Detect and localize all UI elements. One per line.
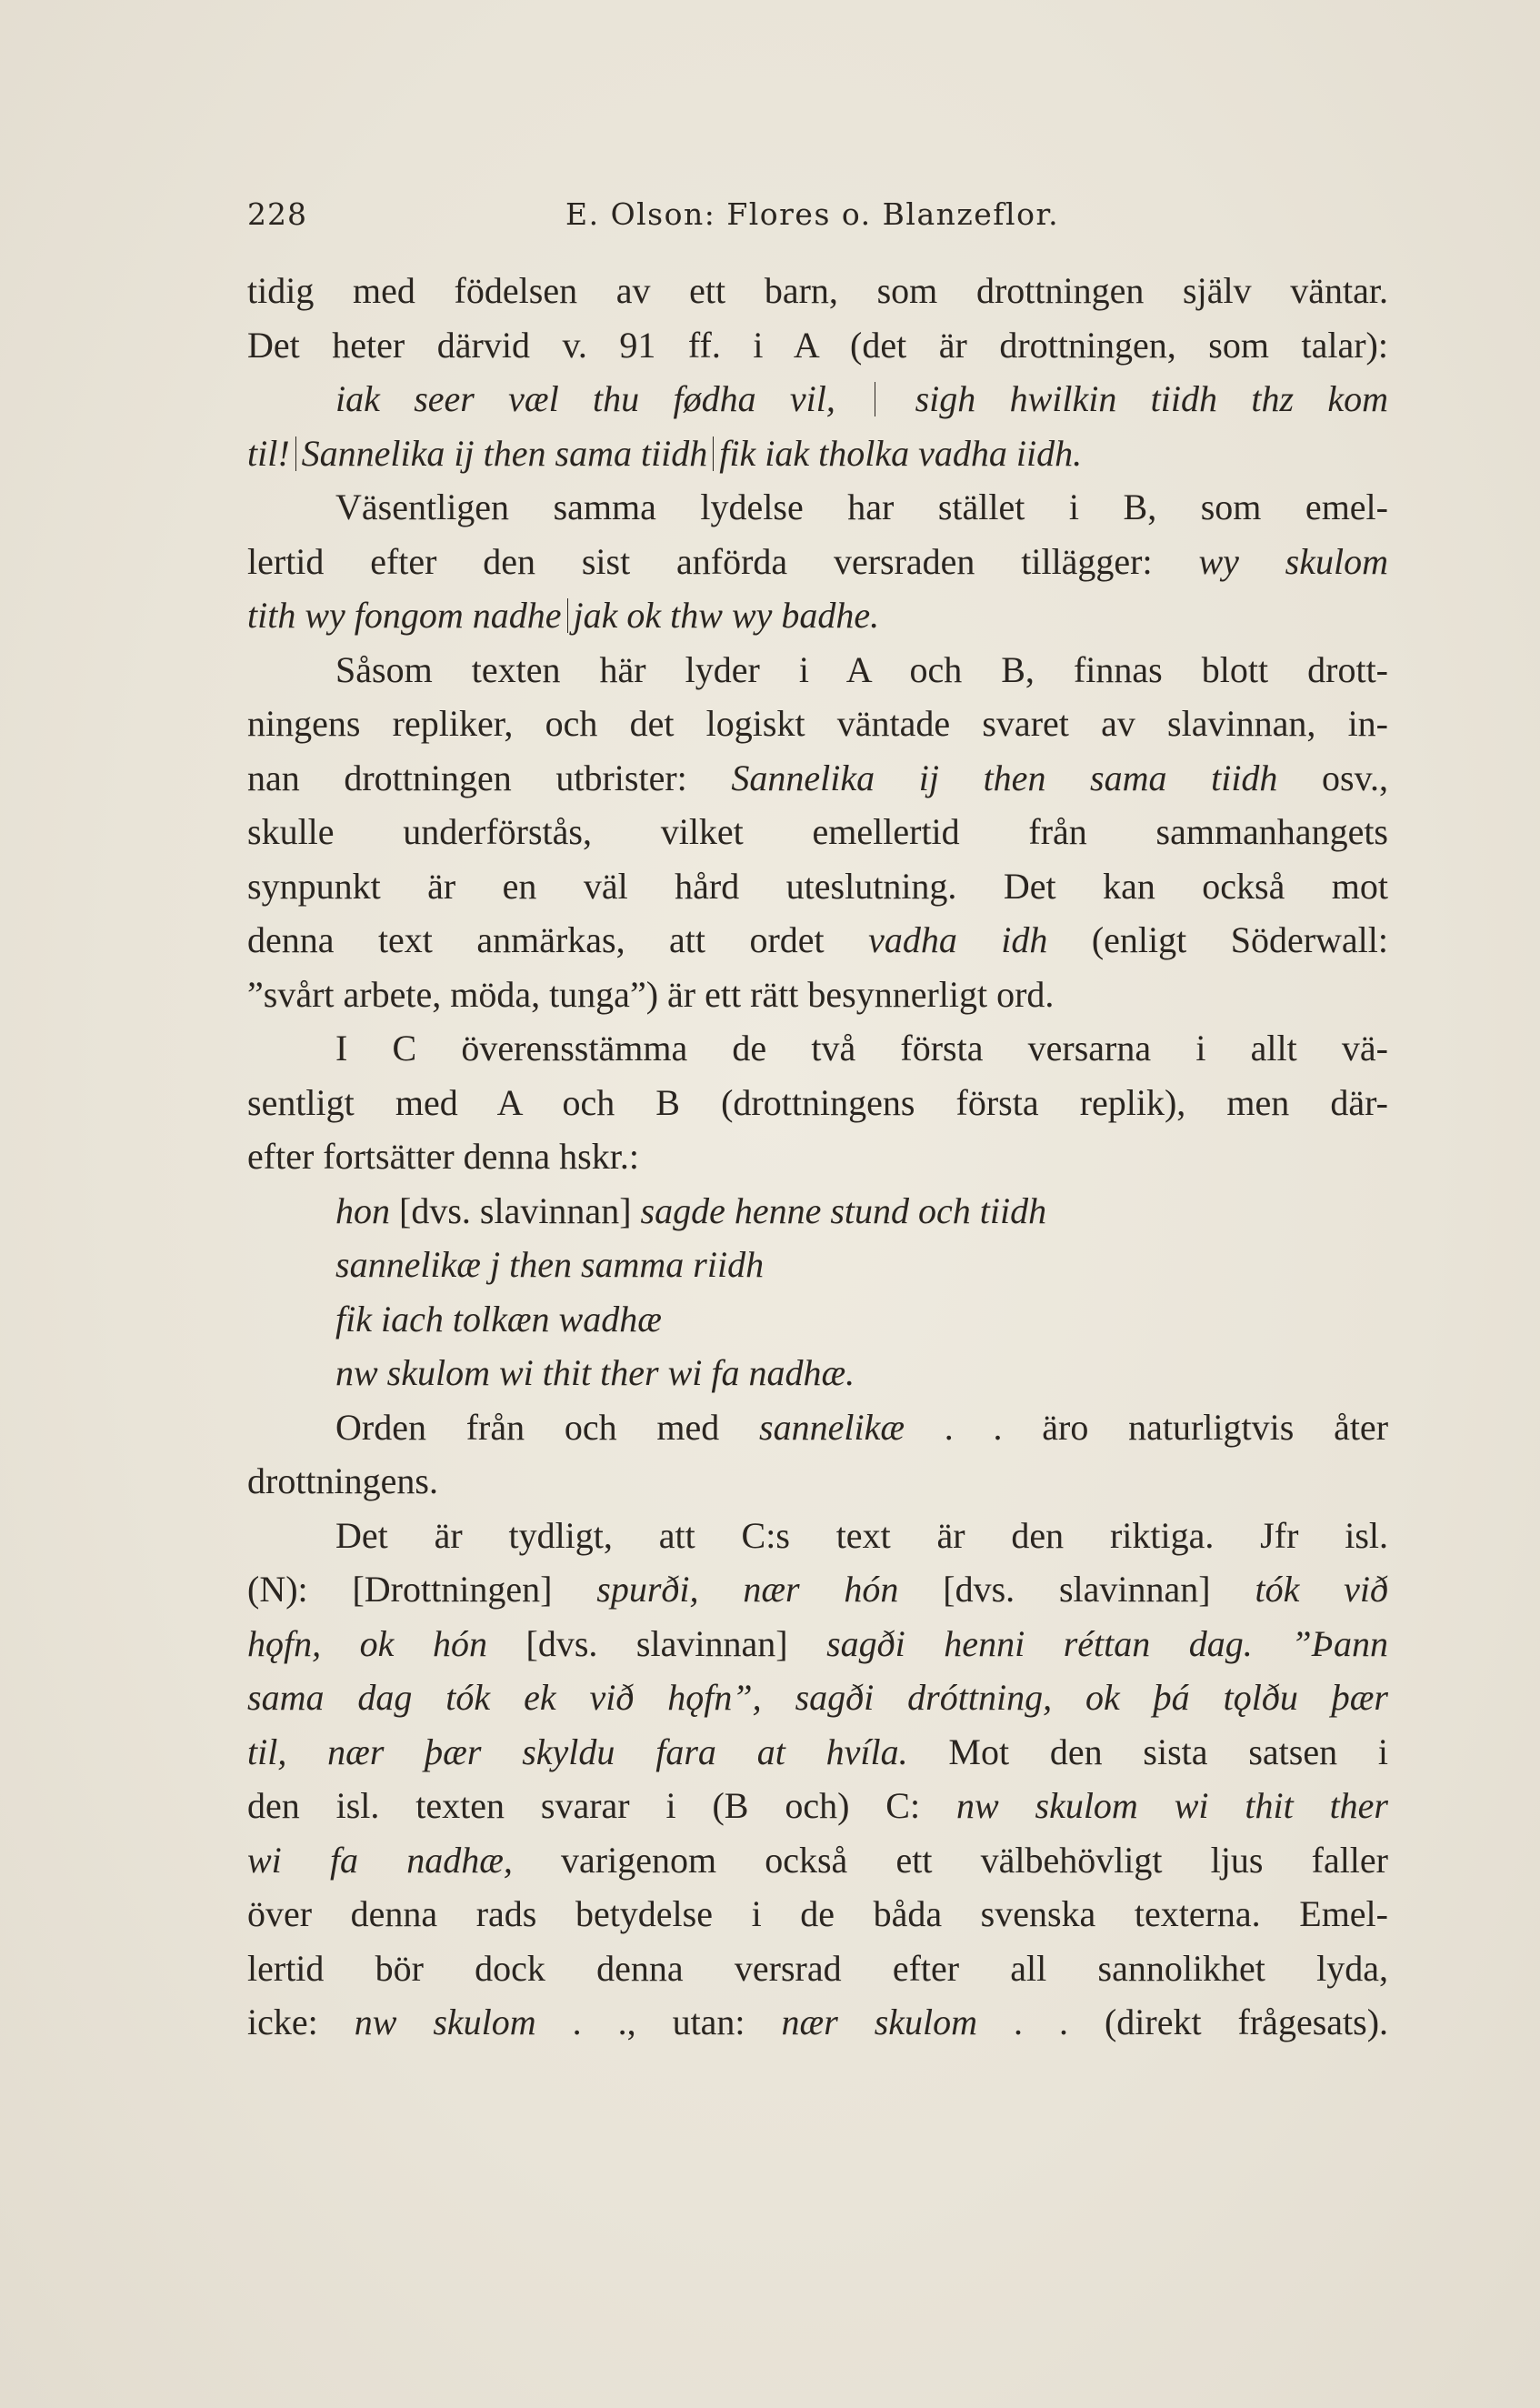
text-line: över denna rads betydelse i de båda svenska texterna. Emel- — [247, 1893, 1388, 1934]
text-line: lertid efter den sist anförda versraden tillägger: wy skulom — [247, 540, 1388, 582]
text-line: (N): [Drottningen] spurði, nær hón [dvs. slavinnan] tók við — [247, 1569, 1389, 1610]
text-line: sentligt med A och B (drottningens första replik), men där- — [247, 1081, 1388, 1123]
text-line: Det heter därvid v. 91 ff. i A (det är drottningen, som talar): — [247, 324, 1388, 366]
text-line: efter fortsätter denna hskr.: — [247, 1136, 639, 1177]
text-line: sama dag tók ek við hǫfn”, sagði dróttning, ok þá tǫlðu þær — [247, 1677, 1388, 1718]
body-text — [247, 264, 1388, 2050]
text-line: I C överensstämma de två första versarna i allt vä- — [335, 1028, 1388, 1069]
text-line: denna text anmärkas, att ordet vadha idh (enligt Söderwall: — [247, 919, 1389, 960]
text-line: Det är tydligt, att C:s text är den riktiga. Jfr isl. — [335, 1514, 1388, 1556]
verse-separator — [567, 598, 568, 633]
text-line: Såsom texten här lyder i A och B, finnas blott drott- — [335, 648, 1388, 690]
text-line: tidig med födelsen av ett barn, som drottningen själv väntar. — [247, 270, 1388, 311]
text-line: nan drottningen utbrister: Sannelika ij then sama tiidh osv., — [247, 757, 1389, 798]
text-line: skulle underförstås, vilket emellertid från sammanhangets — [247, 811, 1388, 852]
running-header — [247, 196, 1375, 242]
text-line: ”svårt arbete, möda, tunga”) är ett rätt besynnerligt ord. — [247, 973, 1055, 1015]
text-line: wi fa nadhæ, varigenom också ett välbehövligt ljus faller — [247, 1839, 1388, 1881]
text-line: lertid bör dock denna versrad efter all sannolikhet lyda, — [247, 1947, 1388, 1989]
text-line: den isl. texten svarar i (B och) C: nw skulom wi thit ther — [247, 1785, 1388, 1826]
text-line: til! Sannelika ij then sama tiidh fik iak tholka vadha iidh. — [247, 432, 1083, 474]
text-line: hǫfn, ok hón [dvs. slavinnan] sagði henni réttan dag. ”Þann — [247, 1622, 1389, 1664]
verse-line: fik iach tolkæn wadhæ — [335, 1298, 662, 1339]
text-line: icke: nw skulom . ., utan: nær skulom . . (direkt frågesats). — [247, 2002, 1389, 2042]
text-line: synpunkt är en väl hård uteslutning. Det kan också mot — [247, 865, 1388, 907]
verse-separator — [713, 436, 714, 471]
text-line: iak seer væl thu fødha vil, sigh hwilkin tiidh thz kom — [335, 378, 1388, 419]
page-number: 228 — [247, 196, 307, 232]
text-line: ningens repliker, och det logiskt väntade svaret av slavinnan, in- — [247, 703, 1388, 744]
text-line: drottningens. — [247, 1460, 438, 1501]
text-line: til, nær þær skyldu fara at hvíla. Mot den sista satsen i — [247, 1731, 1389, 1772]
verse-line: sannelikæ j then samma riidh — [335, 1244, 765, 1285]
text-line: Orden från och med sannelikæ . . äro naturligtvis åter — [335, 1406, 1389, 1448]
verse-line: hon [dvs. slavinnan] sagde henne stund och tiidh — [335, 1189, 1047, 1231]
text-line: tith wy fongom nadhe jak ok thw wy badhe. — [247, 595, 880, 636]
text-line: Väsentligen samma lydelse har stället i B, som emel- — [335, 487, 1388, 527]
verse-line: nw skulom wi thit ther wi fa nadhæ. — [335, 1352, 855, 1393]
running-title: E. Olson: Flores o. Blanzeflor. — [565, 196, 1060, 232]
verse-separator — [295, 436, 296, 471]
